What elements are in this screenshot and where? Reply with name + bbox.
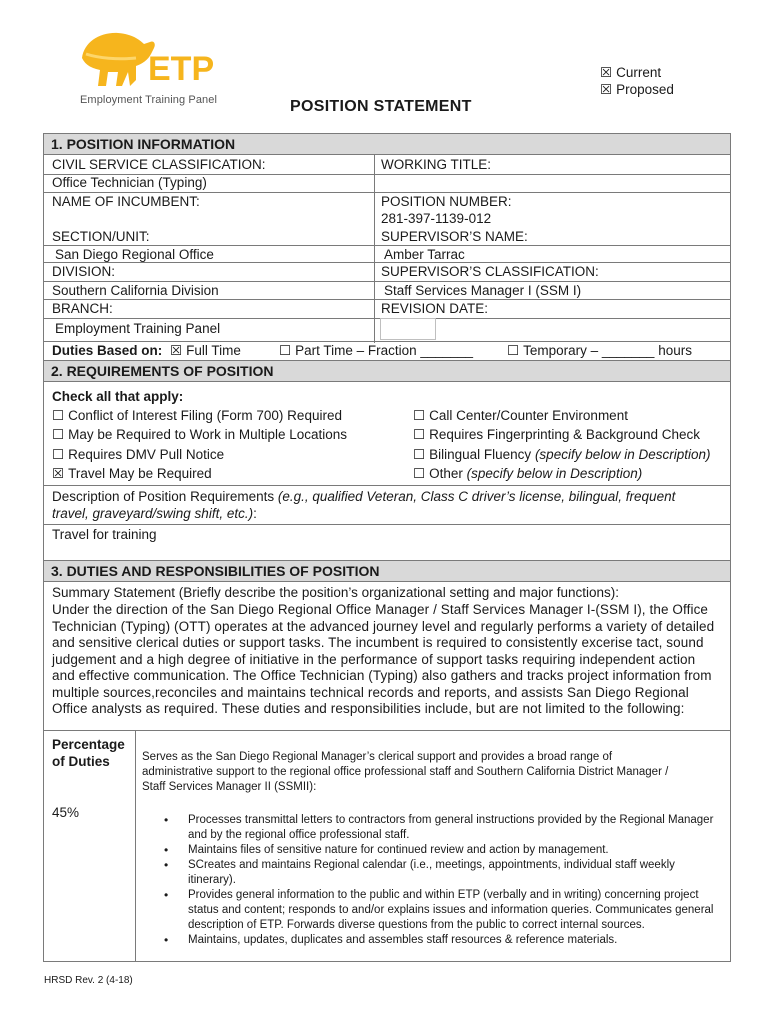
checkbox-checked-icon[interactable]: ☒: [600, 82, 613, 97]
req-fingerprinting[interactable]: [413, 427, 700, 443]
summary-label: Summary Statement (Briefly describe the position’s organizational setting and major functions):: [52, 585, 620, 600]
bullet-text: Provides general information to the public and within ETP (verbally and in writing) concerning project status and content; responds to and/or explains issues and information queries. Communicates general description of ETP. Forwards diverse questions from the public to correct internal sources.: [188, 889, 714, 931]
req-conflict-of-interest[interactable]: [52, 408, 342, 424]
proposed-option[interactable]: [600, 81, 674, 98]
section2-heading: 2. REQUIREMENTS OF POSITION: [44, 360, 730, 382]
bullet-text: Processes transmittal letters to contractors from general instructions provided by the Regional Manager and by the regional office professional staff.: [188, 814, 714, 841]
check-all-label: Check all that apply:: [52, 389, 184, 404]
temporary-option[interactable]: [507, 343, 692, 359]
summary-line: Technician (Typing) (OTT) operates at the advanced journey level and regularly performs a variety of detailed: [52, 618, 715, 634]
req-label: Travel May be Required: [68, 466, 212, 481]
duty-bullet[interactable]: [164, 858, 724, 888]
checkbox-checked-icon[interactable]: ☒: [600, 65, 613, 80]
revision-date-label: REVISION DATE:: [381, 301, 489, 316]
duty-bullet[interactable]: [164, 843, 724, 858]
summary-line: multiple sources,reconciles and maintains technical records and reports, and assists San Diego Regional: [52, 684, 689, 700]
duty-intro-line: Staff Services Manager II (SSMII):: [142, 781, 317, 793]
req-travel[interactable]: [52, 466, 212, 482]
row-divider: [44, 192, 730, 193]
desc-label: Description of Position Requirements: [52, 489, 275, 504]
page-title: POSITION STATEMENT: [290, 98, 472, 115]
summary-statement[interactable]: [52, 602, 724, 718]
req-bilingual[interactable]: [413, 447, 711, 463]
form-revision: HRSD Rev. 2 (4-18): [44, 975, 133, 986]
req-label: Requires DMV Pull Notice: [68, 447, 225, 462]
bear-icon: [82, 33, 155, 86]
desc-colon: :: [253, 506, 257, 521]
current-option[interactable]: [600, 64, 674, 81]
row-divider: [44, 485, 730, 486]
desc-value[interactable]: Travel for training: [52, 527, 157, 542]
duty-bullet-list: [164, 813, 724, 948]
logo-subtitle: Employment Training Panel: [80, 94, 218, 106]
supervisor-class-label: SUPERVISOR’S CLASSIFICATION:: [381, 264, 599, 279]
column-divider: [374, 155, 375, 343]
req-other[interactable]: [413, 466, 642, 482]
req-label: May be Required to Work in Multiple Locations: [68, 427, 347, 442]
current-label: Current: [616, 65, 662, 80]
branch-label: BRANCH:: [52, 301, 113, 316]
req-call-center[interactable]: [413, 408, 628, 424]
section-value[interactable]: San Diego Regional Office: [55, 247, 214, 262]
checkbox-unchecked-icon[interactable]: ☐: [52, 427, 65, 442]
checkbox-unchecked-icon[interactable]: ☐: [52, 447, 65, 462]
statement-type: [600, 64, 674, 98]
supervisor-class-value[interactable]: Staff Services Manager I (SSM I): [384, 283, 582, 298]
branch-value[interactable]: Employment Training Panel: [55, 321, 221, 336]
desc-examples: (e.g., qualified Veteran, Class C driver’s license, bilingual, frequent: [277, 489, 676, 504]
percentage-label: Percentage: [52, 737, 125, 752]
other-note: (specify below in Description): [466, 466, 643, 481]
checkbox-unchecked-icon[interactable]: ☐: [507, 343, 520, 358]
desc-examples: travel, graveyard/swing shift, etc.): [52, 506, 254, 521]
temporary-label: Temporary – _______ hours: [523, 343, 692, 358]
full-time-option[interactable]: [170, 343, 241, 359]
bullet-text: Maintains files of sensitive nature for continued review and action by management.: [188, 844, 609, 856]
position-number-value[interactable]: 281-397-1139-012: [381, 211, 492, 226]
bullet-icon: •: [164, 813, 169, 827]
req-multiple-locations[interactable]: [52, 427, 347, 443]
working-title-label: WORKING TITLE:: [381, 157, 492, 172]
percentage-label: of Duties: [52, 754, 110, 769]
part-time-label: Part Time – Fraction _______: [295, 343, 473, 358]
row-divider: [44, 245, 730, 246]
checkbox-unchecked-icon[interactable]: ☐: [413, 427, 426, 442]
duty-intro[interactable]: [142, 750, 727, 795]
req-label: Conflict of Interest Filing (Form 700) Required: [68, 408, 342, 423]
section3-heading: 3. DUTIES AND RESPONSIBILITIES OF POSITION: [44, 560, 730, 582]
duty-bullet[interactable]: [164, 813, 724, 843]
desc-label-line1: [52, 489, 675, 504]
req-dmv-pull-notice[interactable]: [52, 447, 224, 463]
full-time-label: Full Time: [186, 343, 241, 358]
bilingual-note: (specify below in Description): [534, 447, 711, 462]
duty-bullet[interactable]: [164, 888, 724, 933]
checkbox-unchecked-icon[interactable]: ☐: [413, 447, 426, 462]
division-label: DIVISION:: [52, 264, 116, 279]
bullet-icon: •: [164, 858, 169, 872]
position-number-label: POSITION NUMBER:: [381, 194, 512, 209]
checkbox-unchecked-icon[interactable]: ☐: [279, 343, 292, 358]
section1-heading: 1. POSITION INFORMATION: [44, 134, 730, 155]
req-label: Call Center/Counter Environment: [429, 408, 628, 423]
checkbox-unchecked-icon[interactable]: ☐: [413, 466, 426, 481]
logo-text: ETP: [148, 50, 215, 88]
bullet-icon: •: [164, 933, 169, 947]
incumbent-label: NAME OF INCUMBENT:: [52, 194, 200, 209]
proposed-label: Proposed: [616, 82, 674, 97]
req-label: Other: [429, 466, 463, 481]
checkbox-checked-icon[interactable]: ☒: [52, 466, 65, 481]
duties-based-label: Duties Based on:: [52, 343, 163, 358]
row-divider: [44, 524, 730, 525]
req-label: Requires Fingerprinting & Background Check: [429, 427, 700, 442]
checkbox-unchecked-icon[interactable]: ☐: [52, 408, 65, 423]
row-divider: [44, 281, 730, 282]
supervisor-name-value[interactable]: Amber Tarrac: [384, 247, 465, 262]
supervisor-name-label: SUPERVISOR’S NAME:: [381, 229, 528, 244]
summary-line: and sensitive clerical duties or support tasks. The incumbent is required to consistently excerise tact, sound: [52, 635, 704, 650]
bullet-icon: •: [164, 888, 169, 902]
bullet-text: SCreates and maintains Regional calendar (i.e., meetings, appointments, individual staff weekly itinerary).: [188, 859, 675, 886]
checkbox-unchecked-icon[interactable]: ☐: [413, 408, 426, 423]
civil-service-value[interactable]: Office Technician (Typing): [52, 175, 207, 190]
division-value[interactable]: Southern California Division: [52, 283, 219, 298]
duty-intro-line: Serves as the San Diego Regional Manager’s clerical support and provides a broad range of: [142, 751, 613, 763]
civil-service-label: CIVIL SERVICE CLASSIFICATION:: [52, 157, 266, 172]
req-label: Bilingual Fluency: [429, 447, 532, 462]
bullet-text: Maintains, updates, duplicates and assembles staff resources & reference materials.: [188, 934, 618, 946]
checkbox-checked-icon[interactable]: ☒: [170, 343, 183, 358]
row-divider: [44, 262, 730, 263]
percentage-value[interactable]: 45%: [52, 805, 80, 820]
section-label: SECTION/UNIT:: [52, 229, 150, 244]
revision-date-input[interactable]: [380, 318, 436, 340]
summary-line: judgement and a high degree of initiative in the performance of support tasks requiring independent action: [52, 651, 696, 667]
summary-line: Under the direction of the San Diego Regional Office Manager / Staff Services Manager I-(SSM I), the Office: [52, 602, 709, 617]
summary-line: Office analysts as required. These duties and responsibilities include, but are not limited to the following:: [52, 701, 685, 716]
column-divider: [135, 730, 136, 961]
row-divider: [44, 730, 730, 731]
duty-intro-line: administrative support to the regional office professional staff and Southern California District Manager /: [142, 766, 669, 778]
desc-label-line2: [52, 506, 257, 521]
bullet-icon: •: [164, 843, 169, 857]
summary-line: and effective communication. The Office Technician (Typing) also gathers and tracks project information from: [52, 668, 712, 683]
row-divider: [44, 299, 730, 300]
part-time-option[interactable]: [279, 343, 473, 359]
row-divider: [44, 341, 730, 342]
duty-bullet[interactable]: [164, 933, 724, 948]
